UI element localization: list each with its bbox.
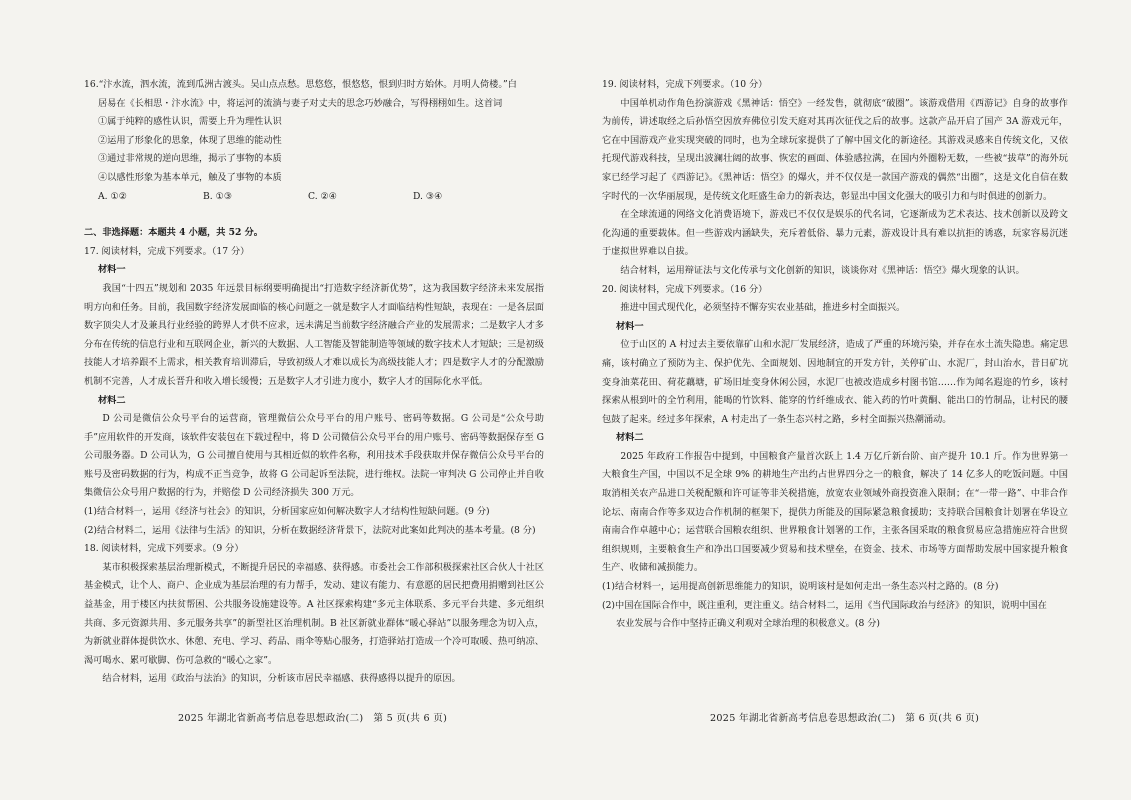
q17-title: 17. 阅读材料，完成下列要求。（17 分） (84, 245, 250, 257)
q18-text: 某市积极探索基层治理新模式，不断提升居民的幸福感、获得感。市委社会工作部积极探索社区合伙人十社区基金模式，让个人、商户、企业成为基层治理的有力帮手，发动、建议有能力、有意愿的居民把费用捐赠到社区公益基金，用于楼区内扶贫帮困、公共服务设施建设等。A 社区探索构建“多元主体联系、多元平台共建、多元组织共商、多元资源共用、多元服务共享”的新型社区治理机制。B 社区新就业群体“暖心驿站”以服务理念为切入点，为新就业群体提供饮水、休憩、充电、学习、药品、雨伞等贴心服务，打造驿站打造成一个冷可取暖、热可纳凉、渴可喝水、累可歇脚、伤可急救的“暖心之家”。 (84, 561, 544, 666)
q17-req2: (2)结合材料二，运用《法律与生活》的知识，分析在数据经济背景下，法院对此案如此判决的基本考量。(8 分) (84, 524, 536, 536)
q19-para2: 在全球流通的网络文化消费语境下，游戏已不仅仅是娱乐的代名词，它逐渐成为艺术表达、技术创新以及跨文化沟通的重要载体。但一些游戏内涵缺失，充斥着低俗、暴力元素，游戏设计具有难以抗拒的诱惑，玩家容易沉迷于虚拟世界难以自拔。 (602, 209, 1068, 258)
q19-para1: 中国单机动作角色扮演游戏《黑神话：悟空》一经发售，就彻底“破圈”。该游戏借用《西游记》自身的故事作为前传，讲述取经之后孙悟空因放弃佛位引发天庭对其再次征伐之后的故事。这款产品开启了国产 3A 游戏元年，它在中国游戏产业实现突破的同时，也为全球玩家提供了了解中国文化的新途径。其游戏灵感来自传统文化，又依托现代游戏科技，呈现出波澜壮阔的故事、恢宏的画面、体验感拉满，在国内外圈粉无数，一些被“拔草”的海外玩家已经学习起了《西游记》。《黑神话：悟空》的爆火，并不仅仅是一款国产游戏的偶然“出圈”，这是文化自信在数字时代的一次华丽展现，是传统文化旺盛生命力的新表达，彰显出中国文化强大的吸引力和与时俱进的创新力。 (602, 97, 1068, 202)
choice-a: A. ①② (98, 190, 127, 202)
page-footer-right: 2025 年湖北省新高考信息卷思想政治(二) 第 6 页(共 6 页) (710, 713, 980, 724)
q19-title: 19. 阅读材料，完成下列要求。（10 分） (602, 79, 768, 90)
q16-choices (84, 188, 544, 207)
q16-option-4: ④以感性形象为基本单元，触及了事物的本质 (98, 171, 282, 183)
page-footer-left: 2025 年湖北省新高考信息卷思想政治(二) 第 5 页(共 6 页) (178, 713, 448, 724)
q20-material2-label: 材料二 (616, 432, 644, 444)
q17-material1-text: 我国“十四五”规划和 2035 年远景目标纲要明确提出“打造数字经济新优势”，这为我国数字经济未来发展指明方向和任务。目前，我国数字经济发展面临的核心问题之一就是数字人才面临结构性短缺，表现在：一是各层面数字顶尖人才及兼具行业经验的跨界人才供不应求，远未满足当前数字经济融合产业的发展需求；二是数字人才多分布在传统的信息行业和互联网企业，新兴的大数据、人工智能及智能制造等领域的数字技术人才短缺；三是初级技能人才培养跟不上需求，相关教育培训滞后，导致初级人才难以成长为高级技能人才；四是数字人才的分配激励机制不完善，人才成长晋升和收入增长缓慢；五是数字人才引进力度小，数字人才的国际化水平低。 (84, 282, 544, 387)
q17-material2-label: 材料二 (98, 394, 126, 406)
q17-req1: (1)结合材料一，运用《经济与社会》的知识，分析国家应如何解决数字人才结构性短缺问题。(9 分) (84, 506, 490, 518)
choice-d: D. ③④ (413, 190, 443, 202)
q16-option-2: ②运用了形象化的思象，体现了思维的能动性 (98, 134, 282, 146)
q16-option-1: ①属于纯粹的感性认识，需要上升为理性认识 (98, 116, 282, 128)
q18-req: 结合材料，运用《政治与法治》的知识，分析该市居民幸福感、获得感得以提升的原因。 (102, 673, 461, 685)
q20-material1-text: 位于山区的 A 村过去主要依靠矿山和水泥厂发展经济，造成了严重的环境污染，并存在水土流失隐患。痛定思痛，该村确立了预防为主、保护优先、全面规划、因地制宜的开发方针，关停矿山、水泥厂，封山治水，昔日矿坑变身油菜花田、荷花藕塘，矿场旧址变身休闲公园，水泥厂也被改造成乡村图书馆……作为闻名遐迩的竹乡，该村探索从根到叶的全竹利用，能喝的竹饮料、能穿的竹纤维成衣、能入药的竹叶黄酮、能出口的竹制品，让村民的腰包鼓了起来。经过多年探索，A 村走出了一条生态兴村之路，乡村全面振兴热潮涌动。 (602, 339, 1068, 425)
choice-b: B. ①③ (203, 190, 233, 202)
choice-c: C. ②④ (308, 190, 338, 202)
q17-material1-label: 材料一 (98, 264, 126, 276)
left-page (84, 76, 544, 689)
q20-material2-text: 2025 年政府工作报告中提到，中国粮食产量首次跃上 1.4 万亿斤新台阶、亩产提升 10.1 斤。作为世界第一大粮食生产国，中国以不足全球 9% 的耕地生产出约占世界四分之一的粮食，解决了 14 亿多人的吃饭问题。中国取消相关农产品进口关税配额和许可证等非关税措施，放宽农业领域外商投资准入限制；在“一带一路”、中非合作论坛、南南合作等多双边合作机制的框架下，提供力所能及的国际紧急粮食援助；支持联合国粮食计划署在华设立南南合作卓越中心；运营联合国粮农组织、世界粮食计划署的工作，主张各国采取的粮食贸易应急措施应符合世贸组织规则，主要粮食生产和净出口国要减少贸易和技术壁垒，在资金、技术、市场等方面帮助发展中国家提升粮食生产、收储和减损能力。 (602, 450, 1068, 574)
q16-stem-cont: 居易在《长相思・汴水流》中，将运河的流淌与妻子对丈夫的思念巧妙融合，写得栩栩如生。这首词 (98, 97, 503, 109)
right-page (602, 76, 1068, 634)
q20-req2: (2)中国在国际合作中，既注重利，更注重义。结合材料二，运用《当代国际政治与经济》的知识，说明中国在 (602, 599, 1047, 611)
q20-title: 20. 阅读材料，完成下列要求。（16 分） (602, 283, 768, 295)
q20-req1: (1)结合材料一，运用提高创新思维能力的知识，说明该村是如何走出一条生态兴村之路的。(8 分) (602, 581, 999, 593)
q17-material2-text: D 公司是微信公众号平台的运营商，管理微信公众号平台的用户账号、密码等数据。G 公司是“公众号助手”应用软件的开发商，该软件安装包在下载过程中，将 D 公司微信公众号平台的用户账号、密码等数据保存至 G 公司服务器。D 公司认为，G 公司擅自使用与其相近似的软件名称，利用技术手段获取并保存微信公众号平台的账号及密码数据的行为，构成不正当竞争，故将 G 公司起诉至法院，进行维权。法院一审判决 G 公司停止并自收集微信公众号用户数据的行为，并赔偿 D 公司经济损失 300 万元。 (84, 413, 544, 499)
q20-material1-label: 材料一 (616, 320, 644, 332)
q16-option-3: ③通过非常规的逆向思维，揭示了事物的本质 (98, 153, 282, 165)
q20-req2-cont: 农业发展与合作中坚持正确义利观对全球治理的积极意义。(8 分) (616, 618, 880, 630)
q19-req: 结合材料，运用辩证法与文化传承与文化创新的知识，谈谈你对《黑神话：悟空》爆火现象的认识。 (620, 264, 1025, 276)
q18-title: 18. 阅读材料，完成下列要求。（9 分） (84, 543, 244, 555)
q20-intro: 推进中国式现代化，必须坚持不懈夯实农业基础，推进乡村全面振兴。 (620, 302, 906, 314)
q16-stem: 16.“汴水流，泗水流，流到瓜洲古渡头。吴山点点愁。思悠悠，恨悠悠，恨到归时方始休。月明人倚楼。”白 (84, 79, 517, 90)
section-title: 二、非选择题：本题共 4 小题，共 52 分。 (84, 227, 263, 239)
